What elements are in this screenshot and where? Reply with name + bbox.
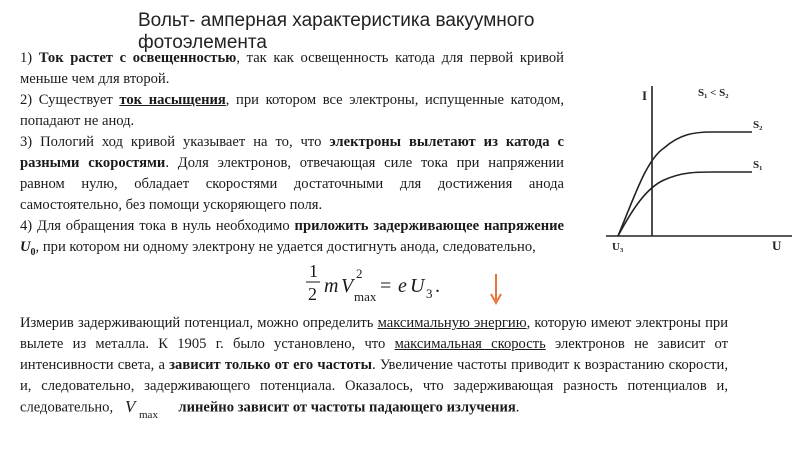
s2-label: S₂ xyxy=(753,119,763,131)
x-axis-label: U xyxy=(772,238,782,253)
max-velocity-term: максимальная скорость xyxy=(394,336,546,352)
down-arrow-icon xyxy=(488,272,504,306)
curve-s1 xyxy=(618,172,752,236)
conclusion-paragraph: Измерив задерживающий потенциал, можно определить максимальную энергию, которую имеют электроны при вылете из металла. К 1905 г. было установлено, что максимальная скорость электронов не зависит от интенсивности света, а зависит только от его частоты. Увеличение частоты приводит к возрастанию скорости, и, следовательно, задерживающего потенциала. Оказалось, что задерживающая разность потенциалов и, следовательно, V max линейно зависит от частоты падающего излучения. xyxy=(20,315,729,419)
u0-symbol: U xyxy=(20,239,31,255)
y-axis-label: I xyxy=(642,88,648,103)
svg-text:=: = xyxy=(380,275,392,297)
svg-text:2: 2 xyxy=(356,266,363,281)
iv-characteristic-graph xyxy=(596,80,800,256)
svg-text:U: U xyxy=(410,275,425,297)
svg-text:max: max xyxy=(138,409,158,419)
ratio-label: S₁ < S₂ xyxy=(698,87,729,99)
svg-text:e: e xyxy=(398,275,407,297)
point-4-bold: приложить задерживающее напряжение xyxy=(294,218,564,234)
point-3: 3) Пологий ход кривой указывает на то, что электроны вылетают из катода с разными скоростями. Доля электронов, отвечающая силе тока при напряжении равном нулю, обладает скоростями достаточными для достижения анода самостоятельно, без помощи ускоряющего поля. xyxy=(20,134,565,213)
point-1: 1) Ток растет с освещенностью, так как освещенность катода для первой кривой меньше чем для второй. xyxy=(20,50,564,87)
svg-text:V: V xyxy=(341,275,354,297)
point-3-bold: электроны вылетают из катода с разными скоростями xyxy=(20,134,565,171)
max-energy-term: максимальную энергию xyxy=(377,315,527,331)
svg-text:1: 1 xyxy=(309,261,318,281)
svg-text:m: m xyxy=(324,275,339,297)
point-4: 4) Для обращения тока в нуль необходимо приложить задерживающее напряжение $U_0$, при котором ни одному электрону не удается достигнуть анода, следовательно, xyxy=(20,218,564,258)
point-2: 2) Существует ток насыщения, при котором все электроны, испущенные катодом, попадают не анод. xyxy=(20,92,564,129)
svg-text:3: 3 xyxy=(426,286,433,301)
point-1-bold: Ток растет с освещенностью xyxy=(38,50,237,66)
frequency-dependence: зависит только от его частоты xyxy=(169,357,372,373)
slide-title: Вольт- амперная характеристика вакуумного фотоэлемента xyxy=(138,10,535,53)
curve-s2 xyxy=(618,132,752,236)
svg-text:.: . xyxy=(435,275,440,297)
vmax-symbol xyxy=(123,397,169,419)
linear-dependence: линейно зависит от частоты падающего излучения xyxy=(174,399,516,416)
svg-text:V: V xyxy=(124,397,136,416)
svg-text:max: max xyxy=(354,289,377,304)
u0-label: U₃ xyxy=(612,241,624,253)
svg-text:2: 2 xyxy=(308,284,317,304)
observations-list xyxy=(20,48,564,263)
saturation-current-term: ток насыщения xyxy=(119,92,226,108)
energy-formula xyxy=(300,258,470,308)
s1-label: S₁ xyxy=(753,159,763,171)
